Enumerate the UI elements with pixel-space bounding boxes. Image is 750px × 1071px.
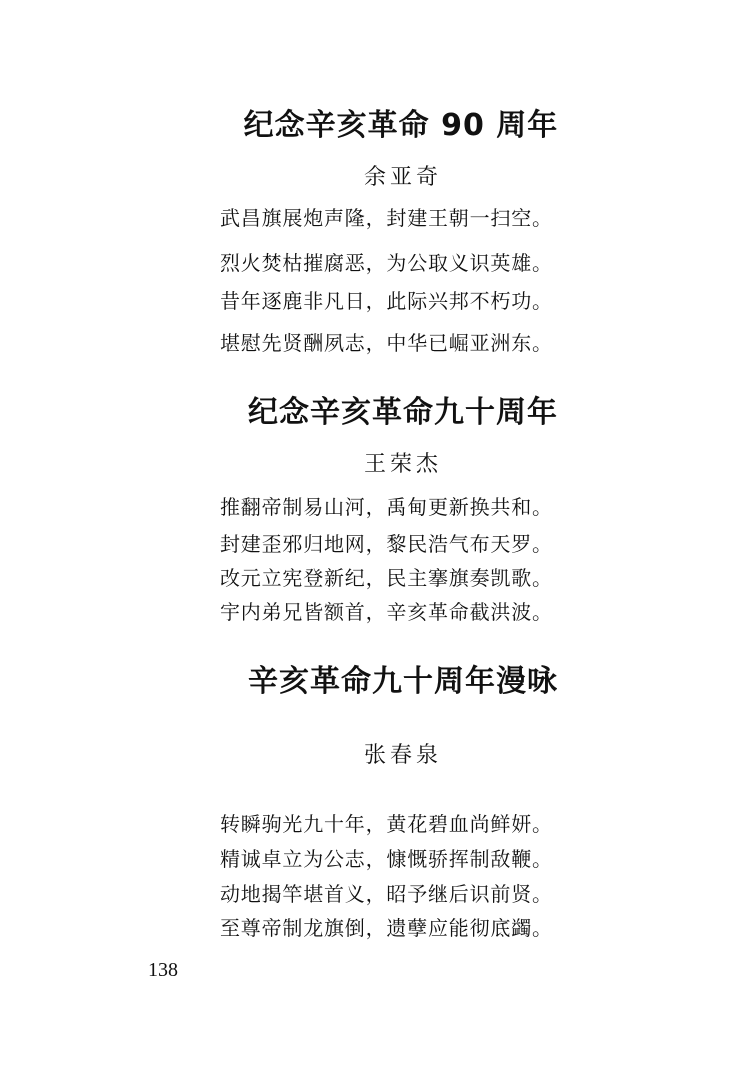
- poem-line: 改元立宪登新纪，民主搴旗奏凯歌。: [220, 566, 553, 590]
- poem-line: 转瞬驹光九十年，黄花碧血尚鲜妍。: [220, 812, 553, 836]
- page-number: 138: [148, 959, 178, 981]
- poem-author: 余亚奇: [363, 165, 442, 190]
- poem-title: 纪念辛亥革命 90 周年: [243, 108, 559, 143]
- poem-line: 烈火焚枯摧腐恶，为公取义识英雄。: [220, 251, 553, 275]
- poem-line: 堪慰先贤酬夙志，中华已崛亚洲东。: [220, 331, 553, 355]
- poem-line: 武昌旗展炮声隆，封建王朝一扫空。: [220, 206, 553, 230]
- poem-line: 昔年逐鹿非凡日，此际兴邦不朽功。: [220, 289, 553, 313]
- poem-line: 宇内弟兄皆额首，辛亥革命截洪波。: [220, 600, 553, 624]
- poem-author: 王荣杰: [363, 452, 442, 477]
- poem-line: 推翻帝制易山河，禹甸更新换共和。: [220, 495, 553, 519]
- poem-line: 动地揭竿堪首义，昭予继后识前贤。: [220, 882, 553, 906]
- poem-line: 精诚卓立为公志，慷慨骄挥制敌鞭。: [220, 847, 553, 871]
- poem-author: 张春泉: [363, 743, 442, 768]
- poem-line: 封建歪邪归地网，黎民浩气布天罗。: [220, 532, 553, 556]
- poem-title: 纪念辛亥革命九十周年: [248, 395, 558, 430]
- poem-title: 辛亥革命九十周年漫咏: [248, 664, 558, 699]
- poem-line: 至尊帝制龙旗倒，遗孽应能彻底蠲。: [220, 916, 553, 940]
